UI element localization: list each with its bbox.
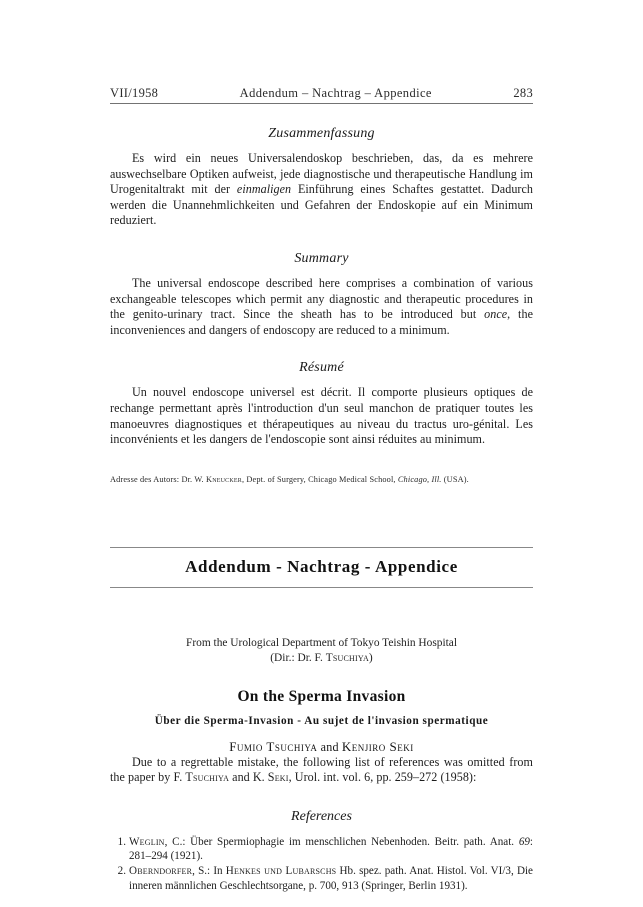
section-heading-zusammenfassung: Zusammenfassung (268, 126, 375, 141)
page-content (110, 86, 533, 894)
reference-text-2: : 281–294 (1921). (129, 835, 533, 863)
author-address-note (110, 474, 533, 485)
address-author-name: Kneucker (206, 474, 242, 484)
zusammenfassung-emphasis: einmaligen (236, 182, 292, 197)
byline-conjunction: and (320, 739, 339, 754)
reference-number: 1. (117, 835, 126, 848)
address-city: Chicago, Ill. (397, 474, 442, 484)
reference-number: 2. (117, 865, 126, 878)
affiliation-director-prefix: (Dir.: Dr. F. (270, 651, 326, 664)
note-text-2: and K. (229, 770, 268, 785)
paragraph-erratum-note (110, 755, 533, 786)
section-heading-summary: Summary (294, 250, 349, 266)
running-head-volume: VII/1958 (110, 86, 159, 100)
reference-author: Oberndorfer (129, 865, 193, 878)
article-title: On the Sperma Invasion (237, 687, 406, 705)
article-affiliation (110, 636, 533, 666)
banner-rule-top (110, 547, 533, 548)
zusammenfassung-text-2: Einführung eines Schaftes gestattet. Dadurch werden die Unannehmlichkeiten und Gefahren der Endoskopie auf ein Minimum reduziert. (110, 182, 534, 228)
reference-author: Weglin (129, 835, 165, 848)
section-heading-resume: Résumé (299, 360, 344, 376)
note-author-2: Seki (267, 770, 289, 785)
reference-text-1: , S.: In (192, 865, 226, 878)
reference-text-2: Hb. spez. path. Anat. Histol. Vol. VI/3, Die inneren männlichen Geschlechtsorgane, p. 700, 913 (Springer, Berlin 1931). (129, 865, 533, 892)
page-number: 283 (513, 86, 533, 100)
article-subtitle: Über die Sperma-Invasion - Au sujet de l'invasion spermatique (154, 714, 489, 727)
note-text-3: , Urol. int. vol. 6, pp. 259–272 (1958): (288, 770, 477, 785)
list-item (110, 835, 533, 863)
affiliation-director-suffix: ) (368, 651, 373, 664)
reference-editors: Henkes und Lubarschs (225, 865, 337, 878)
paragraph-summary (110, 276, 533, 338)
reference-volume: 69 (518, 835, 530, 848)
zusammenfassung-text-1: Es wird ein neues Universalendoskop beschrieben, das, da es mehrere auswechselbare Optiken aufweist, jede diagnostische und therapeutische Handlung im Urogenitaltrakt mit der (110, 151, 533, 197)
address-affiliation: , Dept. of Surgery, Chicago Medical School, (241, 474, 398, 484)
section-heading-references: References (291, 808, 352, 824)
reference-text-1: , C.: Über Spermiophagie im menschlichen Nebenhoden. Beitr. path. Anat. (164, 835, 519, 848)
note-text-1: Due to a regrettable mistake, the following list of references was omitted from the paper by F. (110, 754, 533, 785)
address-label: Adresse des Autors: Dr. W. (110, 474, 207, 484)
author-name-first: Fumio Tsuchiya (229, 738, 318, 754)
article-byline (110, 739, 533, 755)
banner-title: Addendum - Nachtrag - Appendice (185, 556, 458, 576)
summary-emphasis: once (484, 307, 508, 322)
running-head-rule (110, 103, 533, 104)
summary-text-1: The universal endoscope described here comprises a combination of various exchangeable telescopes which permit any diagnostic and therapeutic procedures in the genito-urinary tract. Since the sheath has to be introduced but (110, 275, 533, 322)
list-item (110, 864, 533, 892)
running-head (110, 86, 533, 101)
affiliation-line-2 (110, 651, 533, 666)
summary-text-2: , the inconveniences and dangers of endoscopy are reduced to a minimum. (110, 307, 533, 337)
note-author-1: Tsuchiya (185, 770, 230, 785)
running-head-title: Addendum – Nachtrag – Appendice (239, 86, 432, 100)
address-country: (USA). (441, 474, 469, 484)
paragraph-zusammenfassung (110, 151, 533, 229)
author-name-second: Kenjiro Seki (341, 738, 414, 754)
reference-list (110, 835, 533, 893)
banner-rule-bottom (110, 587, 533, 588)
affiliation-director-name: Tsuchiya (325, 651, 369, 664)
paragraph-resume: Un nouvel endoscope universel est décrit. Il comporte plusieurs optiques de rechange permettant après l'introduction d'un seul manchon de pratiquer toutes les manoeuvres diagnostiques et thérapeutiques au niveau du tractus uro-génital. Les inconvénients et les dangers de l'endoscopie sont ainsi réduites au minimum. (110, 385, 533, 447)
addendum-banner (110, 547, 533, 588)
affiliation-line-1: From the Urological Department of Tokyo Teishin Hospital (186, 636, 457, 649)
